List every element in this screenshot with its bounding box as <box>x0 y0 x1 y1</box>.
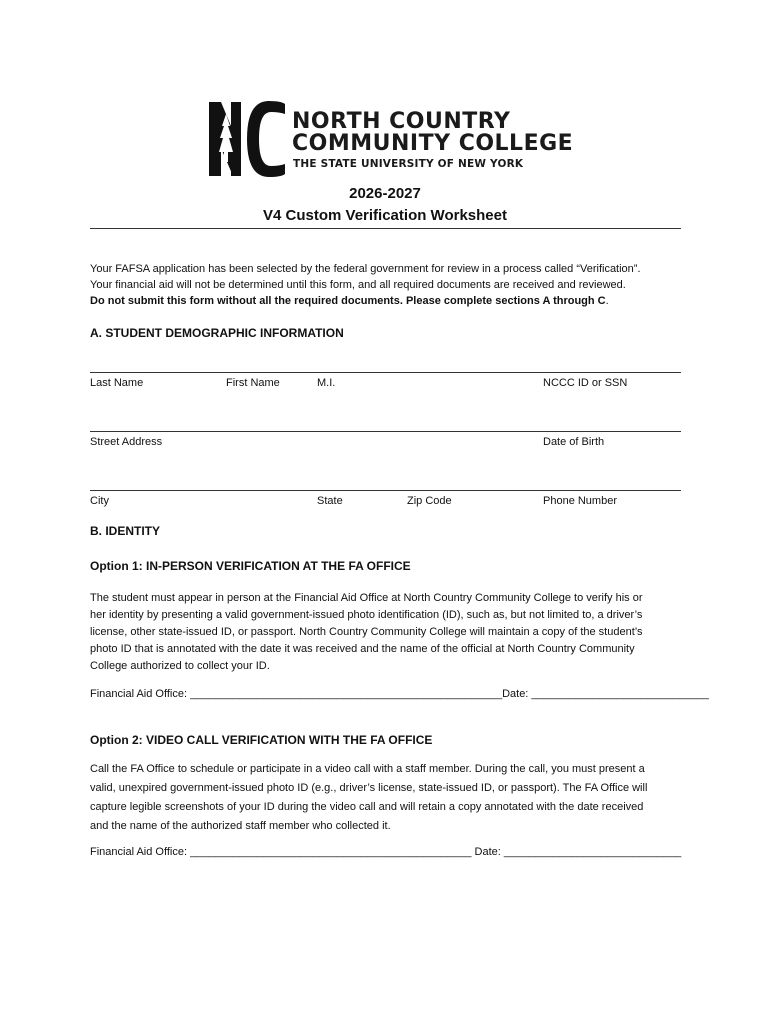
form-year: 2026-2027 <box>349 185 421 202</box>
first-name-label: First Name <box>226 377 280 389</box>
last-name-label: Last Name <box>90 377 144 389</box>
intro-line-3 <box>90 293 690 309</box>
option-1-line: The student must appear in person at the Financial Aid Office at North Country Community College to verify his or <box>90 592 643 604</box>
form-title: V4 Custom Verification Worksheet <box>263 207 507 224</box>
option-2-title: Option 2: VIDEO CALL VERIFICATION WITH THE FA OFFICE <box>90 733 433 747</box>
zip-code-label: Zip Code <box>407 495 452 507</box>
state-label: State <box>317 495 343 507</box>
field-row-1-line[interactable] <box>90 372 681 373</box>
middle-initial-label: M.I. <box>317 377 336 389</box>
section-a-heading: A. STUDENT DEMOGRAPHIC INFORMATION <box>90 326 344 340</box>
phone-number-label: Phone Number <box>543 495 617 507</box>
option-1-line: license, other state-issued ID, or passport. North Country Community College will maintain a copy of the student’s <box>90 626 643 638</box>
option-1-text <box>90 590 680 675</box>
nccc-id-label: NCCC ID or SSN <box>543 377 628 389</box>
logo-line-2: COMMUNITY COLLEGE <box>292 131 574 156</box>
intro-text <box>90 261 690 309</box>
nc-tree-logo-icon <box>207 100 287 178</box>
intro-line-1: Your FAFSA application has been selected by the federal government for review in a process called “Verification”. <box>90 263 641 275</box>
title-divider <box>90 228 681 229</box>
intro-line-3-end: . <box>605 295 609 307</box>
field-row-2-line[interactable] <box>90 431 681 432</box>
option-2-line: and the name of the authorized staff member who collected it. <box>90 820 391 832</box>
option-2-line: valid, unexpired government-issued photo ID (e.g., driver’s license, state-issued ID, or passport). The FA Office will <box>90 782 648 794</box>
section-b-heading: B. IDENTITY <box>90 524 161 538</box>
logo-line-3: THE STATE UNIVERSITY OF NEW YORK <box>293 158 524 170</box>
field-row-3-line[interactable] <box>90 490 681 491</box>
option-1-line: her identity by presenting a valid government-issued photo identification (ID), such as, but not limited to, a driver’s <box>90 609 643 621</box>
option-1-line: College authorized to collect your ID. <box>90 660 270 672</box>
option-2-signature-line[interactable]: Financial Aid Office: ______________________________________________ Date: _____________________________ <box>90 846 682 858</box>
option-1-title: Option 1: IN-PERSON VERIFICATION AT THE FA OFFICE <box>90 559 411 573</box>
date-of-birth-label: Date of Birth <box>543 436 605 448</box>
option-2-line: Call the FA Office to schedule or participate in a video call with a staff member. During the call, you must present a <box>90 763 645 775</box>
city-label: City <box>90 495 109 507</box>
intro-line-2: Your financial aid will not be determined until this form, and all required documents are received and reviewed. <box>90 279 626 291</box>
option-2-line: capture legible screenshots of your ID during the video call and will retain a copy annotated with the date received <box>90 801 644 813</box>
intro-line-3-bold: Do not submit this form without all the required documents. Please complete sections A through C <box>90 295 606 307</box>
option-1-signature-line[interactable]: Financial Aid Office: ___________________________________________________Date: _____________________________ <box>90 688 709 700</box>
option-2-text <box>90 760 680 836</box>
option-1-line: photo ID that is annotated with the date it was received and the name of the official at North Country Community <box>90 643 635 655</box>
logo-line-1: NORTH COUNTRY <box>292 109 511 134</box>
street-address-label: Street Address <box>90 436 163 448</box>
